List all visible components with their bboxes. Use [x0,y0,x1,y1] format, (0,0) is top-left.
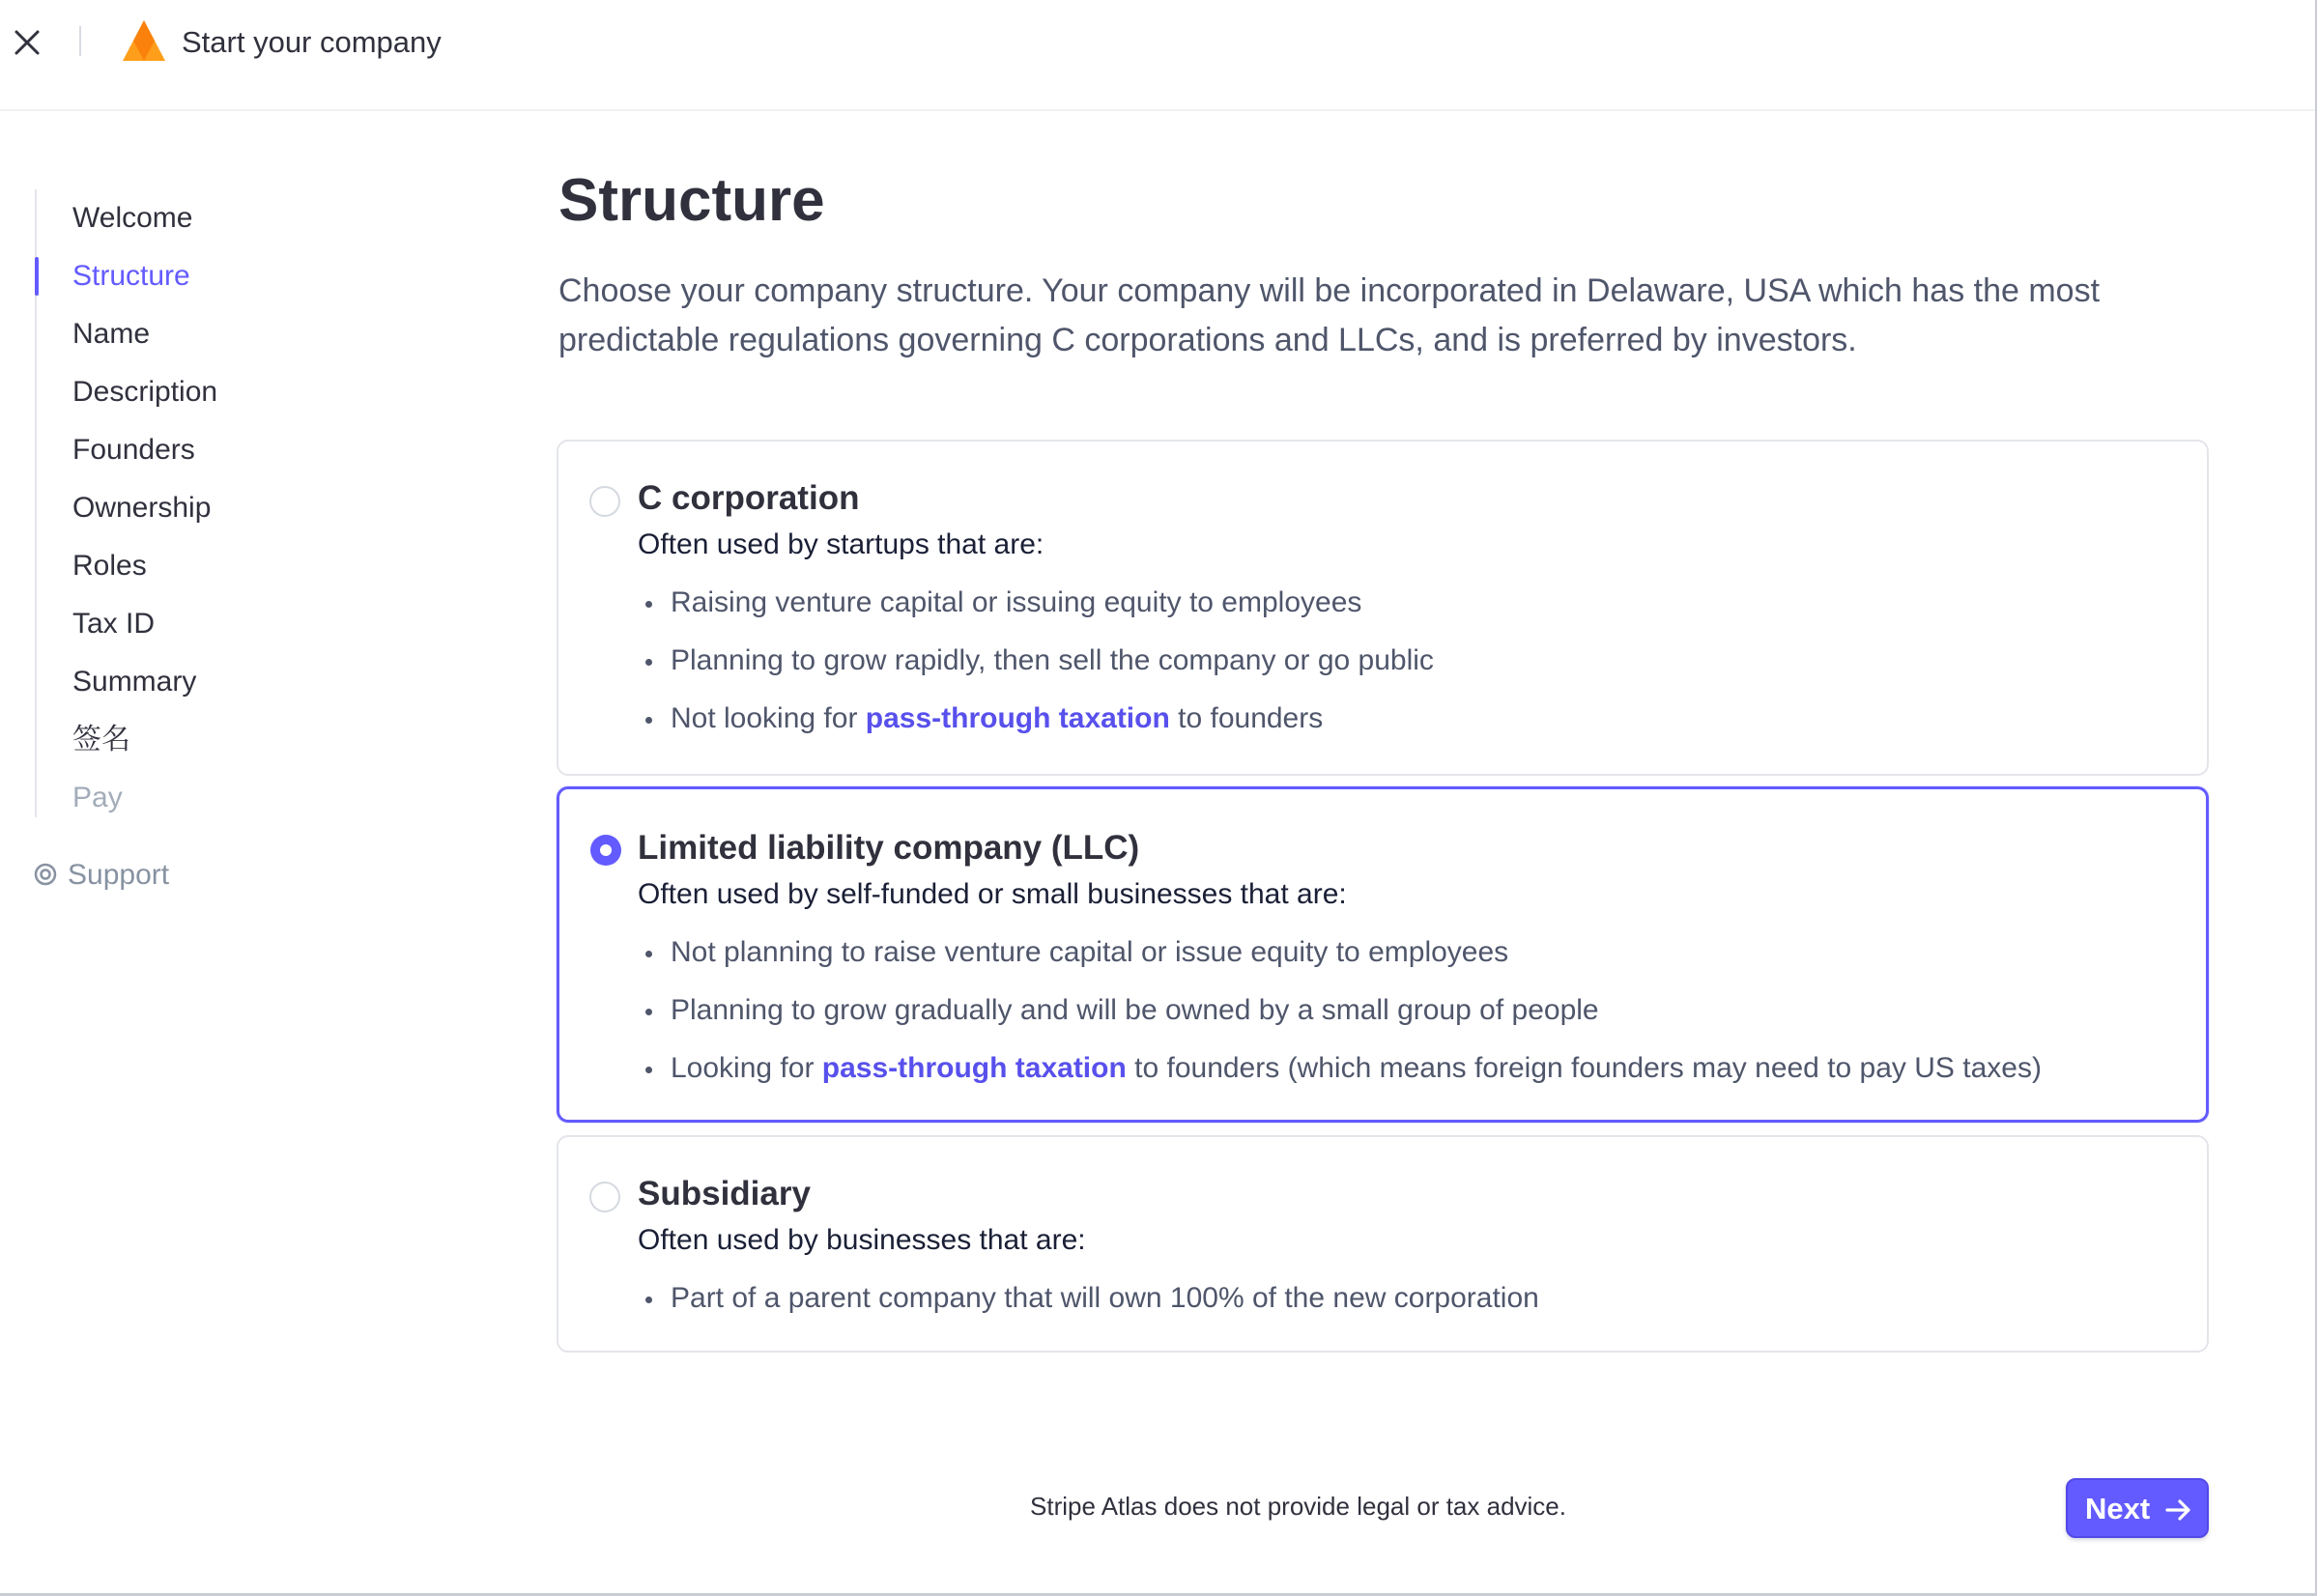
pass-through-taxation-link[interactable]: pass-through taxation [821,1052,1127,1084]
sidebar-item-roles[interactable] [35,541,325,589]
sidebar-item-welcome[interactable] [35,193,325,242]
bullet-text: to founders (which means foreign founders may need to pay US taxes) [1126,1052,2042,1084]
top-divider [79,26,81,56]
bullet-text: to founders [1169,702,1324,734]
sidebar-item-name[interactable] [35,309,325,357]
option-title: Limited liability company (LLC) [638,829,1140,867]
sidebar-item-label: Tax ID [72,608,156,640]
sidebar-item-ownership[interactable] [35,483,325,531]
bullet-item: Raising venture capital or issuing equity to employees [638,584,1434,642]
sidebar-item-label: Ownership [72,492,212,524]
support-label: Support [68,859,170,891]
pass-through-taxation-link[interactable]: pass-through taxation [865,702,1170,734]
atlas-logo [122,19,166,62]
sidebar-item-structure[interactable] [35,251,325,299]
sidebar-item-label: 签名 [72,724,130,755]
option-title: C corporation [638,479,860,517]
legal-disclaimer: Stripe Atlas does not provide legal or tax advice. [1030,1492,1566,1521]
page-title: Structure [558,167,825,234]
sidebar-item-description[interactable] [35,367,325,415]
sidebar-item-signature[interactable] [35,715,325,763]
radio-icon[interactable] [589,1182,620,1212]
sidebar-item-label: Name [72,318,151,350]
option-bullets [638,584,1434,758]
option-c-corporation[interactable] [557,440,2209,776]
sidebar-item-founders[interactable] [35,425,325,473]
sidebar-item-label: Summary [72,666,197,698]
sidebar-item-label: Founders [72,434,195,466]
next-button-label: Next [2085,1492,2151,1525]
radio-icon[interactable] [589,486,620,517]
option-subtitle: Often used by startups that are: [638,528,1044,560]
option-llc[interactable] [557,786,2209,1123]
option-title: Subsidiary [638,1175,811,1212]
option-bullets [638,1280,1539,1338]
sidebar-item-pay [35,773,325,821]
option-subtitle: Often used by businesses that are: [638,1224,1086,1256]
bullet-item: Planning to grow rapidly, then sell the company or go public [638,642,1434,700]
support-icon [33,862,58,887]
bullet-text: Not looking for [671,702,866,734]
radio-icon[interactable] [590,835,621,866]
option-subsidiary[interactable] [557,1135,2209,1353]
bullet-item: Not planning to raise venture capital or issue equity to employees [638,934,2042,992]
bullet-item [638,700,1434,758]
bullet-item [638,1050,2042,1108]
option-bullets [638,934,2042,1108]
bullet-item: Planning to grow gradually and will be owned by a small group of people [638,992,2042,1050]
sidebar-item-tax-id[interactable] [35,599,325,647]
page-intro: Choose your company structure. Your company will be incorporated in Delaware, USA which has the most predictable regulations governing C corporations and LLCs, and is preferred by investors. [558,272,2101,358]
sidebar-item-label: Description [72,376,218,408]
close-icon [12,27,43,58]
sidebar-item-label: Roles [72,550,147,582]
bullet-text: Looking for [671,1052,822,1084]
sidebar-item-label: Pay [72,782,123,813]
next-button[interactable] [2066,1478,2209,1538]
close-button[interactable] [12,27,43,58]
top-bar [0,0,2317,111]
active-indicator [35,257,39,296]
sidebar-item-summary[interactable] [35,657,325,705]
arrow-right-icon [2164,1496,2193,1524]
option-subtitle: Often used by self-funded or small businesses that are: [638,878,1347,910]
app-title: Start your company [182,25,442,59]
bullet-item: Part of a parent company that will own 100% of the new corporation [638,1280,1539,1338]
sidebar-item-label: Welcome [72,202,193,234]
sidebar-item-label: Structure [72,260,190,292]
